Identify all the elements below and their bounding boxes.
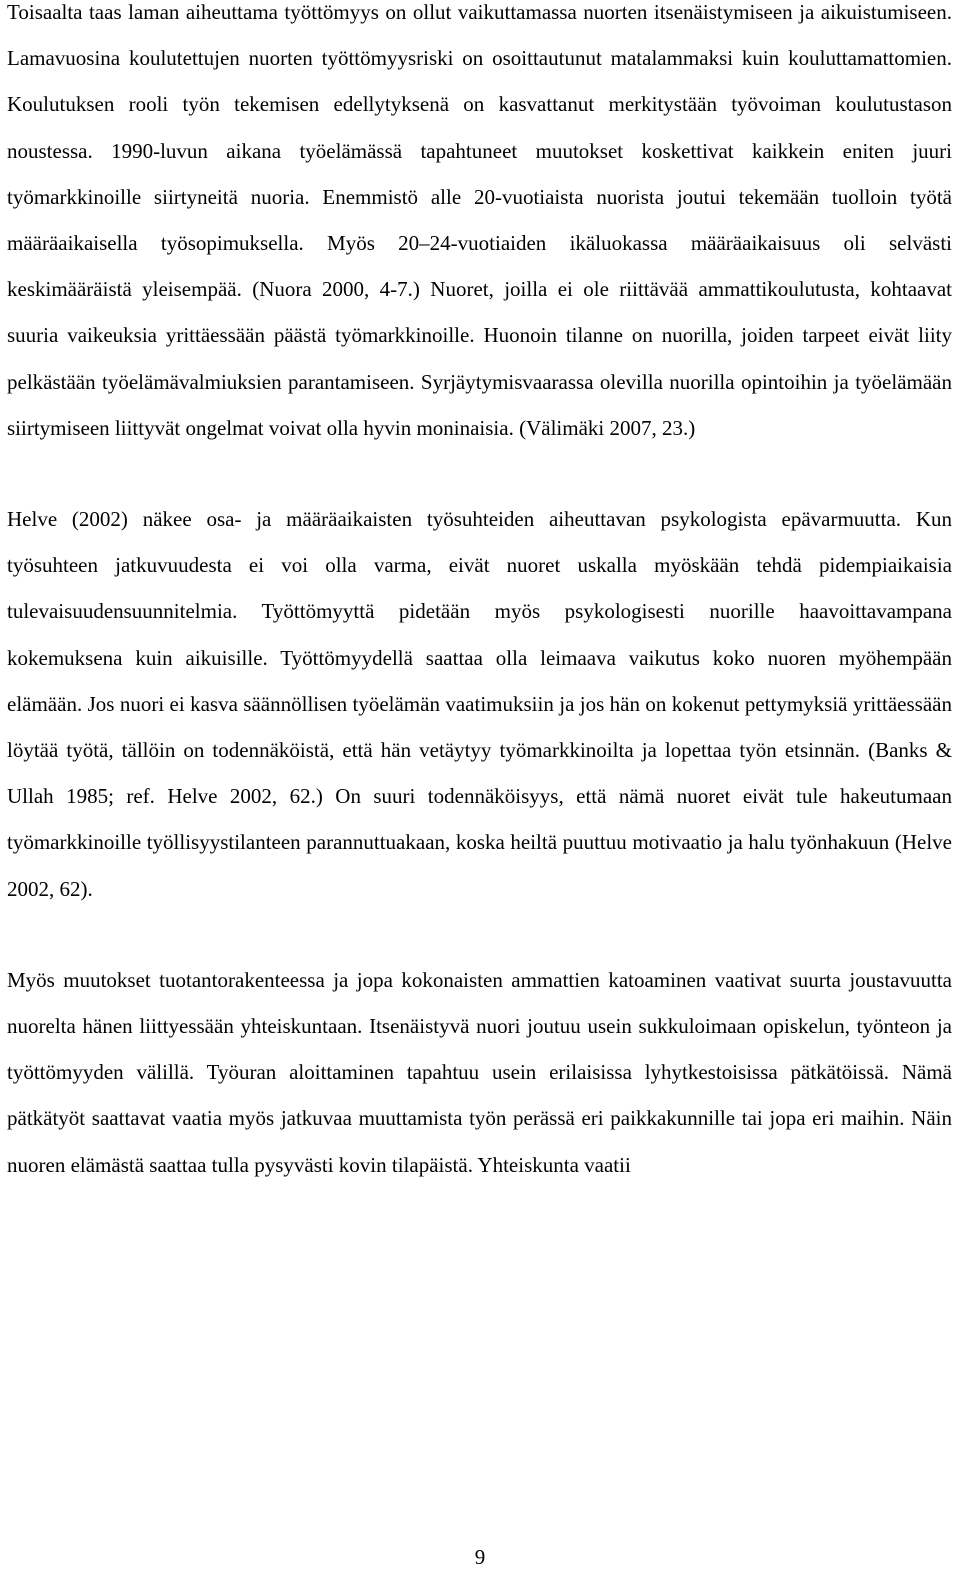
paragraph-2: Helve (2002) näkee osa- ja määräaikaisten työsuhteiden aiheuttavan psykologista epävarmuutta. Kun työsuhteen jatkuvuudesta ei voi olla varma, eivät nuoret uskalla myöskään tehdä pidempiaikaisia tulevaisuudensuunnitelmia. Työttömyyttä pidetään myös psykologisesti nuorille haavoittavampana kokemuksena kuin aikuisille. Työttömyydellä saattaa olla leimaava vaikutus koko nuoren myöhempään elämään. Jos nuori ei kasva säännöllisen työelämän vaatimuksiin ja jos hän on kokenut pettymyksiä yrittäessään löytää työtä, tällöin on todennäköistä, että hän vetäytyy työmarkkinoilta ja lopettaa työn etsinnän. (Banks & Ullah 1985; ref. Helve 2002, 62.) On suuri todennäköisyys, että nämä nuoret eivät tule hakeutumaan työmarkkinoille työllisyystilanteen parannuttuakaan, koska heiltä puuttuu motivaatio ja halu työnhakuun (Helve 2002, 62). [7, 507, 952, 901]
page-number: 9 [474, 1545, 486, 1569]
paragraph-3: Myös muutokset tuotantorakenteessa ja jopa kokonaisten ammattien katoaminen vaativat suurta joustavuutta nuorelta hänen liittyessään yhteiskuntaan. Itsenäistyvä nuori joutuu usein sukkuloimaan opiskelun, työnteon ja työttömyyden välillä. Työuran aloittaminen tapahtuu usein erilaisissa lyhytkestoisissa pätkätöissä. Nämä pätkätyöt saattavat vaatia myös jatkuvaa muuttamista työn perässä eri paikkakunnille tai jopa eri maihin. Näin nuoren elämästä saattaa tulla pysyvästi kovin tilapäistä. Yhteiskunta vaatii [7, 967, 952, 1177]
paragraph-1: Toisaalta taas laman aiheuttama työttömyys on ollut vaikuttamassa nuorten itsenäistymiseen ja aikuistumiseen. Lamavuosina koulutettujen nuorten työttömyysriski on osoittautunut matalammaksi kuin kouluttamattomien. Koulutuksen rooli työn tekemisen edellytyksenä on kasvattanut merkitystään työvoiman koulutustason noustessa. 1990-luvun aikana työelämässä tapahtuneet muutokset koskettivat kaikkein eniten juuri työmarkkinoille siirtyneitä nuoria. Enemmistö alle 20-vuotiaista nuorista joutui tekemään tuolloin työtä määräaikaisella työsopimuksella. Myös 20–24-vuotiaiden ikäluokassa määräaikaisuus oli selvästi keskimääräistä yleisempää. (Nuora 2000, 4-7.) Nuoret, joilla ei ole riittävää ammattikoulutusta, kohtaavat suuria vaikeuksia yrittäessään päästä työmarkkinoille. Huonoin tilanne on nuorilla, joiden tarpeet eivät liity pelkästään työelämävalmiuksien parantamiseen. Syrjäytymisvaarassa olevilla nuorilla opintoihin ja työelämään siirtymiseen liittyvät ongelmat voivat olla hyvin moninaisia. (Välimäki 2007, 23.) [7, 0, 952, 440]
document-page [7, 0, 952, 1188]
